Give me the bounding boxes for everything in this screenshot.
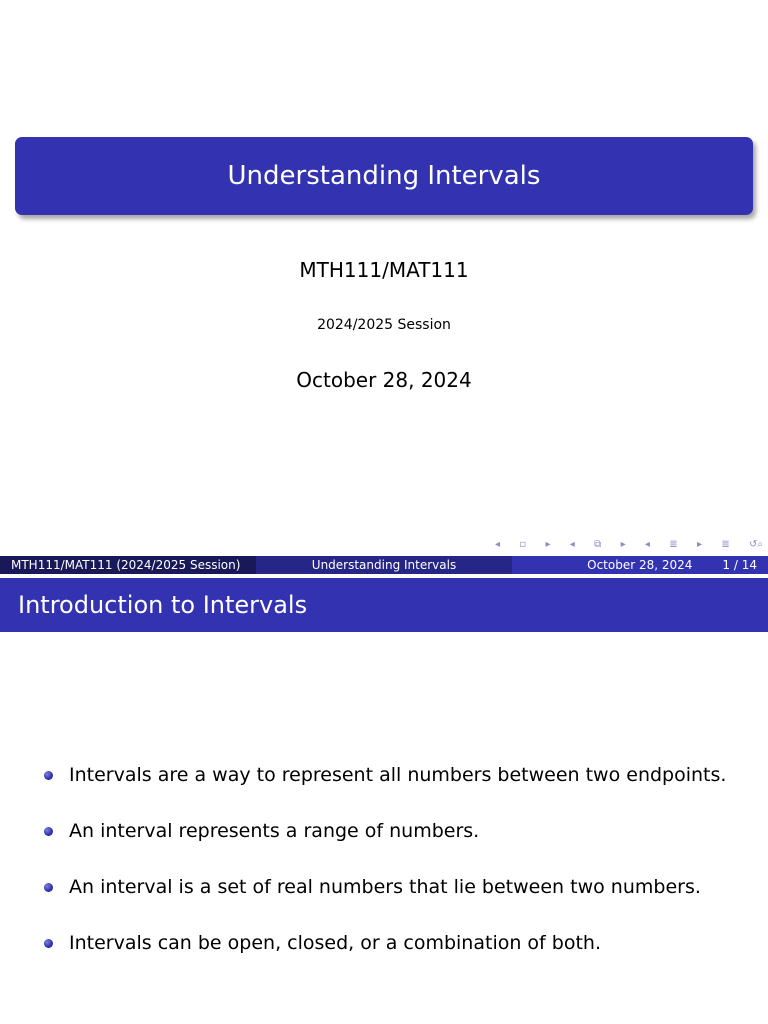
footer-title: Understanding Intervals <box>256 556 512 574</box>
footer <box>0 556 768 574</box>
list-item <box>44 818 759 874</box>
presentation-date: October 28, 2024 <box>296 368 472 392</box>
bullet-text: Intervals are a way to represent all numbers between two endpoints. <box>69 764 727 786</box>
nav-doc-icon[interactable]: ≣ <box>721 539 730 550</box>
bullet-icon <box>44 883 53 892</box>
frame-title: Introduction to Intervals <box>18 591 308 619</box>
frame-title-bar <box>0 578 768 632</box>
footer-right <box>512 556 768 574</box>
bullet-icon <box>44 939 53 948</box>
nav-prev-icon[interactable]: ◂ <box>495 539 501 550</box>
bullet-icon <box>44 827 53 836</box>
footer-date: October 28, 2024 <box>587 558 693 572</box>
nav-frame-icon[interactable]: ▫ <box>519 539 527 550</box>
navigation-bar <box>495 539 763 551</box>
nav-next-section-icon[interactable]: ▸ <box>696 539 702 550</box>
author: MTH111/MAT111 <box>299 258 469 282</box>
page-number: 1 / 14 <box>722 558 757 572</box>
nav-next-sub-icon[interactable]: ▸ <box>620 539 626 550</box>
bullet-icon <box>44 771 53 780</box>
list-item <box>44 930 759 986</box>
nav-subsection-icon[interactable]: ⧉ <box>594 539 602 550</box>
bullet-text: An interval represents a range of numbers. <box>69 820 480 842</box>
nav-next-icon[interactable]: ▸ <box>545 539 551 550</box>
title-banner <box>15 137 753 215</box>
bullet-list <box>44 762 759 986</box>
footer-author: MTH111/MAT111 (2024/2025 Session) <box>0 556 256 574</box>
nav-search-icon[interactable]: ↺⌕ <box>749 539 763 550</box>
nav-section-icon[interactable]: ≣ <box>669 539 678 550</box>
bullet-text: Intervals can be open, closed, or a combination of both. <box>69 932 601 954</box>
presentation-title: Understanding Intervals <box>227 161 541 191</box>
nav-prev-sub-icon[interactable]: ◂ <box>569 539 575 550</box>
bullet-text: An interval is a set of real numbers that lie between two numbers. <box>69 876 701 898</box>
list-item <box>44 874 759 930</box>
list-item <box>44 762 759 818</box>
nav-prev-section-icon[interactable]: ◂ <box>644 539 650 550</box>
institute: 2024/2025 Session <box>317 317 451 333</box>
